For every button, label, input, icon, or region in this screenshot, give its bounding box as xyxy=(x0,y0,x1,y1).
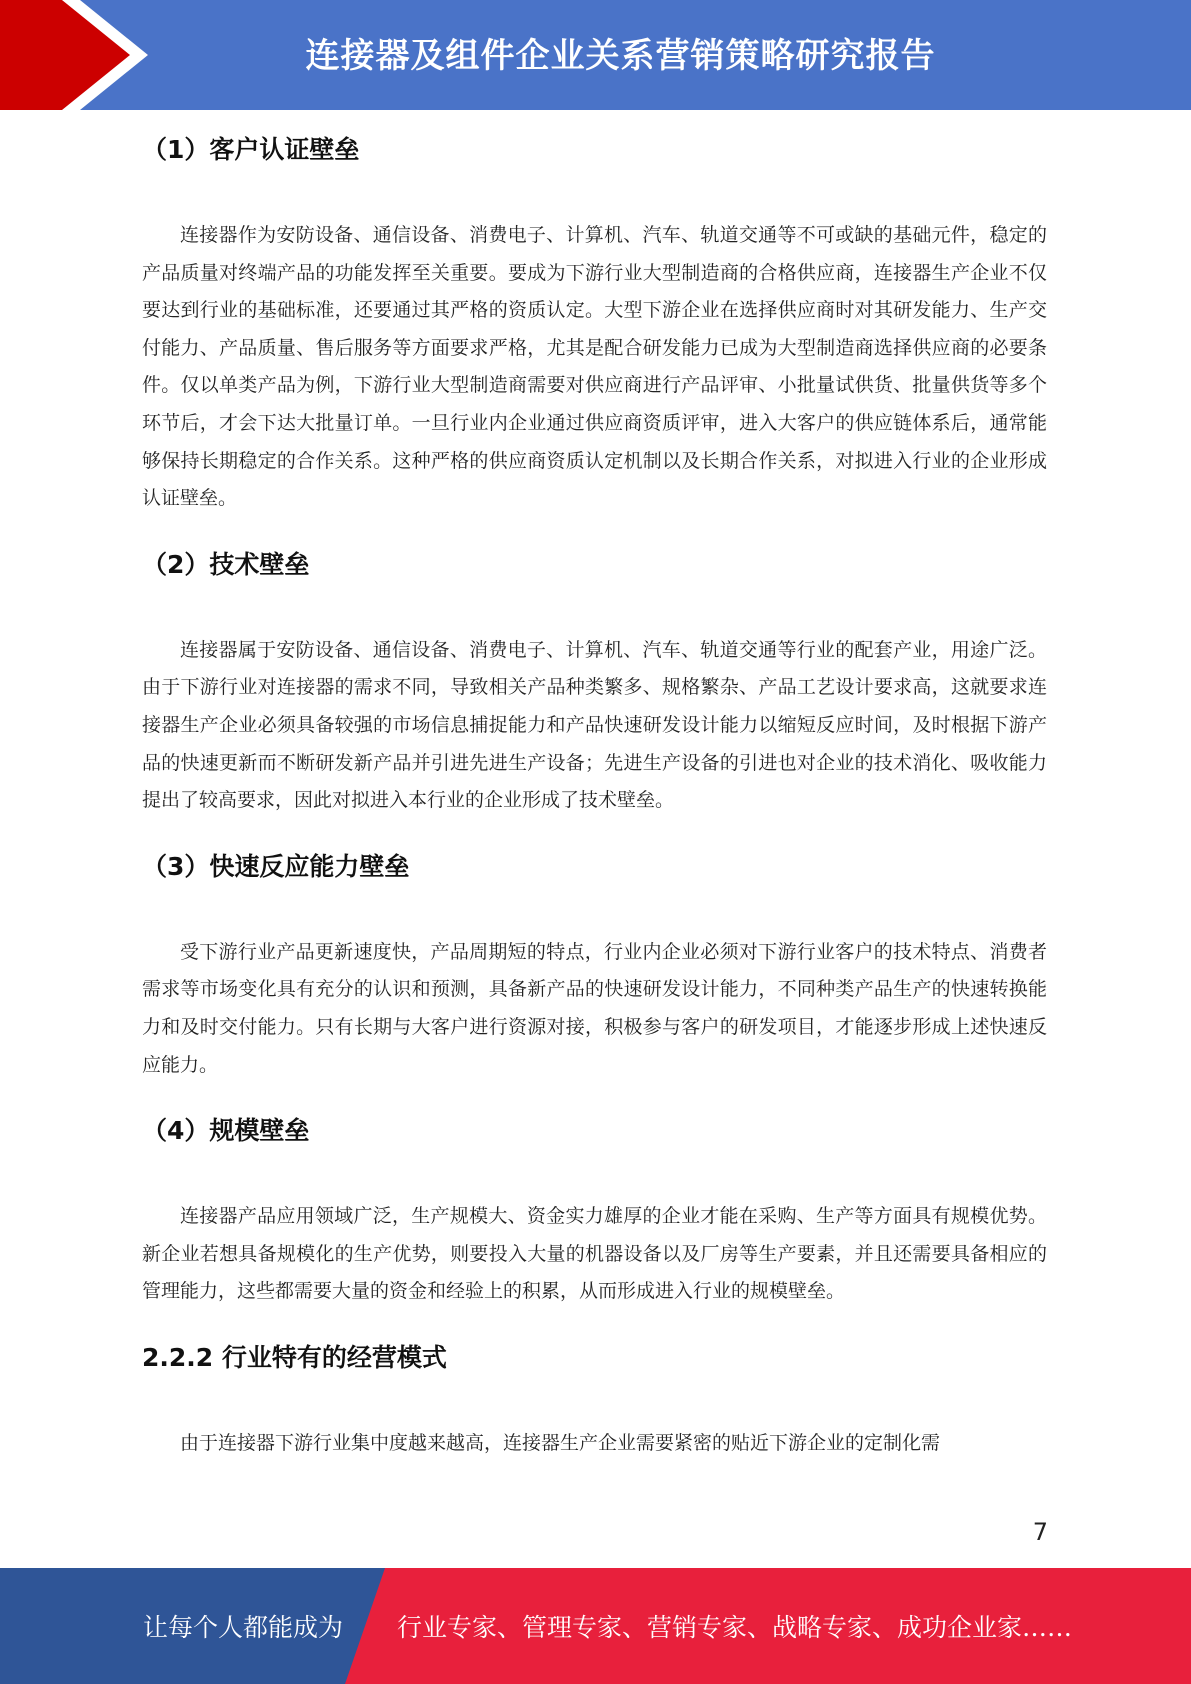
section-heading: （1）客户认证壁垒 xyxy=(142,135,360,164)
section-paragraph: 由于连接器下游行业集中度越来越高，连接器生产企业需要紧密的贴近下游企业的定制化需 xyxy=(180,1431,941,1454)
page-header xyxy=(0,0,1191,110)
section-heading: （4）规模壁垒 xyxy=(142,1116,310,1146)
page-number: 7 xyxy=(1032,1518,1048,1546)
section-paragraph: 受下游行业产品更新速度快，产品周期短的特点，行业内企业必须对下游行业客户的技术特点、消费者需求等市场变化具有充分的认识和预测，具备新产品的快速研发设计能力，不同种类产品生产的快速转换能力和及时交付能力。只有长期与大客户进行资源对接，积极参与客户的研发项目，才能逐步形成上述快速反应能力。 xyxy=(142,940,1047,1076)
page-footer xyxy=(0,1568,1191,1684)
report-title: 连接器及组件企业关系营销策略研究报告 xyxy=(305,36,936,76)
document-body xyxy=(142,125,1047,1462)
section-paragraph: 连接器作为安防设备、通信设备、消费电子、计算机、汽车、轨道交通等不可或缺的基础元件，稳定的产品质量对终端产品的功能发挥至关重要。要成为下游行业大型制造商的合格供应商，连接器生产企业不仅要达到行业的基础标准，还要通过其严格的资质认定。大型下游企业在选择供应商时对其研发能力、生产交付能力、产品质量、售后服务等方面要求严格，尤其是配合研发能力已成为大型制造商选择供应商的必要条件。仅以单类产品为例，下游行业大型制造商需要对供应商进行产品评审、小批量试供货、批量供货等多个环节后，才会下达大批量订单。一旦行业内企业通过供应商资质评审，进入大客户的供应链体系后，通常能够保持长期稳定的合作关系。这种严格的供应商资质认定机制以及长期合作关系，对拟进入行业的企业形成认证壁垒。 xyxy=(142,224,1047,510)
footer-slogan-left: 让每个人都能成为 xyxy=(143,1613,344,1642)
section-heading: （2）技术壁垒 xyxy=(142,549,310,579)
section-heading: 2.2.2 行业特有的经营模式 xyxy=(142,1342,447,1372)
section-paragraph: 连接器产品应用领域广泛，生产规模大、资金实力雄厚的企业才能在采购、生产等方面具有规模优势。新企业若想具备规模化的生产优势，则要投入大量的机器设备以及厂房等生产要素，并且还需要具备相应的管理能力，这些都需要大量的资金和经验上的积累，从而形成进入行业的规模壁垒。 xyxy=(142,1205,1047,1303)
footer-slogan-right: 行业专家、管理专家、营销专家、战略专家、成功企业家…… xyxy=(397,1613,1073,1642)
section-heading: （3）快速反应能力壁垒 xyxy=(142,851,410,881)
section-paragraph: 连接器属于安防设备、通信设备、消费电子、计算机、汽车、轨道交通等行业的配套产业，用途广泛。由于下游行业对连接器的需求不同，导致相关产品种类繁多、规格繁杂、产品工艺设计要求高，这就要求连接器生产企业必须具备较强的市场信息捕捉能力和产品快速研发设计能力以缩短反应时间，及时根据下游产品的快速更新而不断研发新产品并引进先进生产设备；先进生产设备的引进也对企业的技术消化、吸收能力提出了较高要求，因此对拟进入本行业的企业形成了技术壁垒。 xyxy=(142,638,1047,812)
